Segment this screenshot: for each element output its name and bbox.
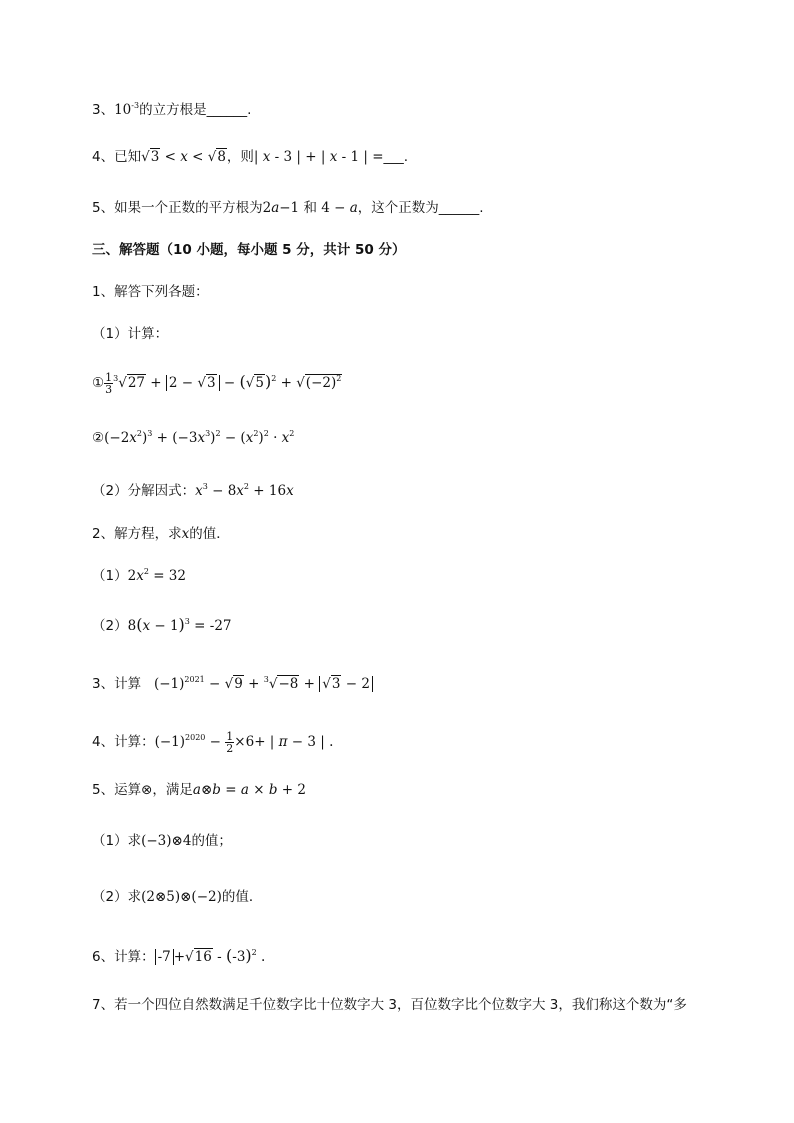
problem-1-item-2: $②(-2x^2)^3 + (-3x^3)^2 - (x^2)^2 \cdot x^2$: [92, 429, 295, 446]
math-var: a: [349, 200, 358, 216]
question-text: 解方程，求: [114, 526, 182, 542]
equation: $8(x - 1)^3 = -27$: [127, 615, 232, 634]
question-number: 4、: [92, 734, 115, 750]
item-marker: ②: [92, 430, 105, 446]
problem-3: [92, 674, 373, 694]
expression: $(-1)^{2020}$ − $\frac{1}{2}$ ×6+ | π − 3 | .: [154, 730, 334, 755]
problem-2-sub-1: [92, 566, 186, 586]
math-var: x: [181, 526, 190, 542]
question-text: 计算：: [114, 734, 155, 750]
question-text: （1）求: [92, 833, 142, 849]
question-number: 3、: [92, 676, 115, 692]
math-term: 2: [262, 200, 272, 216]
problem-5-sub-2: [92, 887, 262, 907]
problem-1: [92, 282, 209, 302]
question-text: 计算：: [114, 949, 155, 965]
math-term: −1 和 4 −: [279, 200, 346, 216]
problem-5-sub-1: [92, 831, 232, 851]
expression: (−3)⊗4: [141, 833, 192, 849]
question-4-fill: [92, 147, 408, 167]
period: .: [479, 200, 484, 216]
question-number: 2、: [92, 526, 115, 542]
factor-expression: $x^3 - 8x^2 + 16x$: [195, 482, 294, 499]
period: .: [403, 149, 409, 165]
question-number: 1、: [92, 284, 115, 300]
item-marker: （1）: [92, 568, 128, 584]
expression: $-7 +√16 - (-3)^2$ .: [155, 949, 266, 965]
question-text: 若一个四位自然数满足千位数字比十位数字大 3，百位数字比个位数字大 3，我们称这个数为“多: [114, 997, 687, 1013]
question-text: 的值．: [189, 526, 230, 542]
equation: $2x^2 = 32$: [127, 567, 186, 584]
question-text: 计算: [114, 676, 142, 692]
question-text: 的值．: [221, 889, 263, 905]
answer-blank: ___: [383, 149, 404, 165]
operation-definition: a⊗b = a × b + 2: [192, 782, 306, 798]
problem-2-sub-2: [92, 615, 232, 636]
question-text: 的值；: [191, 833, 232, 849]
question-text: 的立方根是: [139, 102, 207, 118]
problem-4: [92, 731, 333, 754]
math-var: a: [271, 200, 280, 216]
condition-formula: √3 < x < √8: [141, 149, 226, 165]
expression: $(-1)^{2021} - √9 + ^3√-8 + √3 - 2$: [154, 676, 373, 692]
question-text: 如果一个正数的平方根为: [114, 200, 263, 216]
question-number: 6、: [92, 949, 115, 965]
problem-1-item-1: ① $\frac{1}{3}$ $^3√27 + 2 - √3 - (√5)^2 + √(-2)^2$: [92, 371, 342, 396]
question-number: 7、: [92, 997, 115, 1013]
question-3-fill: [92, 100, 251, 120]
question-text: （2）求: [92, 889, 142, 905]
problem-7: [92, 995, 687, 1015]
question-number: 5、: [92, 782, 115, 798]
problem-1-sub-2: [92, 481, 294, 501]
problem-1-sub-1: （1）计算：: [92, 326, 169, 342]
question-number: 3、: [92, 102, 115, 118]
question-text: 解答下列各题：: [114, 284, 209, 300]
question-text: ，这个正数为: [357, 200, 439, 216]
item-marker: ①: [92, 375, 105, 391]
question-5-fill: [92, 198, 484, 218]
fraction-one-third: $\frac{1}{3}$: [105, 371, 113, 396]
question-text: 运算⊗，满足: [114, 782, 193, 798]
section-title: 三、解答题（10 小题，每小题 5 分，共计 50 分）: [92, 242, 406, 258]
question-text: （2）分解因式：: [92, 483, 196, 499]
answer-blank: ______: [206, 102, 248, 118]
question-text: 已知: [114, 149, 142, 165]
expression: (2⊗5)⊗(−2): [141, 889, 222, 905]
answer-blank: ______: [438, 200, 480, 216]
base-number: 10: [114, 102, 132, 118]
question-number: 5、: [92, 200, 115, 216]
problem-2: [92, 524, 230, 544]
problem-5: [92, 780, 306, 800]
problem-6: [92, 946, 265, 967]
item-marker: （2）: [92, 618, 128, 634]
period: .: [247, 102, 252, 118]
question-text: ，则: [226, 149, 254, 165]
question-number: 4、: [92, 149, 115, 165]
abs-expression: | x - 3 | + | x - 1 | =: [253, 149, 384, 165]
exponent: -3: [131, 101, 140, 110]
